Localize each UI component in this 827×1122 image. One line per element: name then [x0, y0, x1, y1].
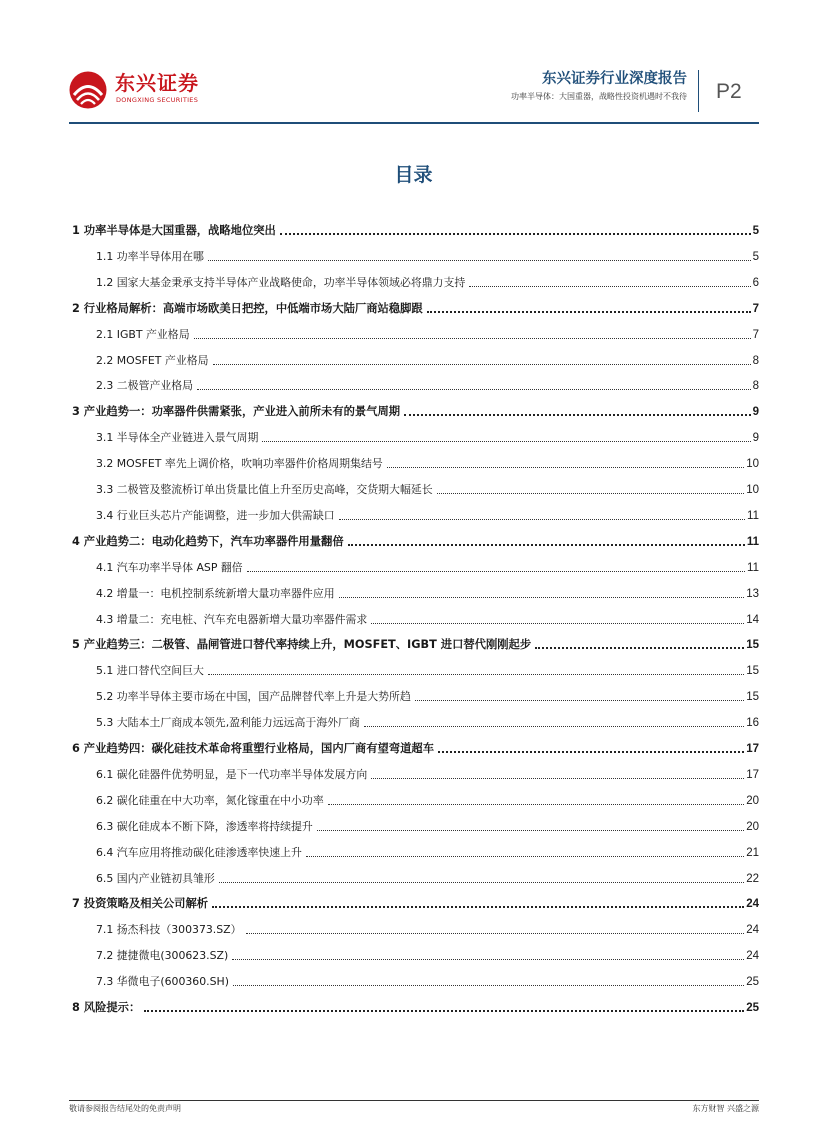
toc-leader-dots	[197, 388, 751, 390]
toc-leader-dots	[339, 596, 745, 598]
toc-leader-dots	[232, 958, 744, 960]
toc-leader-dots	[246, 932, 745, 934]
toc-chapter-entry[interactable]	[72, 395, 759, 419]
toc-entry-label: 1.1 功率半导体用在哪	[96, 249, 204, 263]
toc-entry-label: 7.3 华微电子(600360.SH)	[96, 975, 229, 989]
toc-entry-label: 5.3 大陆本土厂商成本领先,盈利能力远远高于海外厂商	[96, 716, 360, 730]
toc-leader-dots	[212, 905, 744, 908]
toc-entry-page: 10	[746, 458, 759, 471]
toc-entry-page: 5	[752, 225, 759, 237]
toc-entry-page: 25	[746, 976, 759, 989]
toc-entry-page: 24	[746, 950, 759, 963]
toc-section-entry[interactable]	[96, 654, 759, 678]
toc-entry-page: 10	[746, 484, 759, 496]
toc-leader-dots	[144, 1009, 744, 1012]
toc-title: 目录	[394, 164, 433, 186]
page-number: P2	[716, 80, 742, 103]
toc-leader-dots	[219, 881, 744, 883]
toc-entry-label: 3.4 行业巨头芯片产能调整，进一步加大供需缺口	[96, 508, 335, 522]
toc-section-entry[interactable]	[96, 551, 759, 575]
toc-leader-dots	[364, 725, 744, 727]
toc-entry-page: 14	[746, 613, 759, 626]
toc-entry-page: 15	[746, 691, 759, 704]
toc-entry-label: 3.2 MOSFET 率先上调价格，吹响功率器件价格周期集结号	[96, 457, 383, 471]
toc-section-entry[interactable]	[96, 862, 759, 886]
toc-leader-dots	[213, 363, 751, 365]
toc-entry-page: 7	[752, 302, 759, 315]
toc-leader-dots	[371, 622, 744, 624]
header-rule	[69, 122, 759, 124]
toc-entry-label: 4.2 增量一：电机控制系统新增大量功率器件应用	[96, 586, 335, 600]
toc-leader-dots	[387, 466, 744, 468]
toc-leader-dots	[404, 413, 750, 416]
toc-leader-dots	[262, 440, 750, 442]
header-divider	[698, 70, 699, 112]
toc-leader-dots	[348, 543, 745, 546]
toc-leader-dots	[371, 777, 744, 779]
dongxing-logo-icon	[68, 70, 108, 110]
toc-entry-page: 20	[746, 820, 759, 833]
toc-entry-label: 2.1 IGBT 产业格局	[96, 327, 190, 341]
toc-entry-page: 20	[746, 794, 759, 807]
toc-leader-dots	[469, 285, 750, 287]
toc-leader-dots	[339, 518, 745, 520]
toc-entry-label: 7 投资策略及相关公司解析	[72, 897, 209, 911]
toc-leader-dots	[208, 259, 751, 261]
toc-section-entry[interactable]	[96, 836, 759, 860]
toc-entry-page: 16	[746, 717, 759, 730]
toc-section-entry[interactable]	[96, 758, 759, 782]
toc-leader-dots	[306, 855, 744, 857]
toc-leader-dots	[208, 673, 744, 675]
toc-leader-dots	[328, 803, 744, 805]
toc-entry-label: 7.1 扬杰科技（300373.SZ）	[96, 923, 242, 937]
toc-entry-label: 5 产业趋势三：二极管、晶闸管进口替代率持续上升，MOSFET、IGBT 进口替代刚刚起步	[72, 638, 532, 652]
toc-entry-label: 4 产业趋势二：电动化趋势下，汽车功率器件用量翻倍	[72, 534, 344, 548]
report-title: 东兴证券行业深度报告	[542, 71, 687, 87]
toc-section-entry[interactable]	[96, 473, 759, 497]
toc-section-entry[interactable]	[96, 240, 759, 264]
toc-entry-label: 4.1 汽车功率半导体 ASP 翻倍	[96, 560, 243, 574]
toc-entry-label: 6.4 汽车应用将推动碳化硅渗透率快速上升	[96, 845, 302, 859]
toc-entry-label: 7.2 捷捷微电(300623.SZ)	[96, 949, 229, 963]
toc-leader-dots	[247, 570, 745, 572]
toc-section-entry[interactable]	[96, 965, 759, 989]
toc-entry-page: 17	[746, 743, 759, 755]
toc-entry-page: 15	[746, 665, 759, 678]
toc-entry-label: 2.2 MOSFET 产业格局	[96, 353, 209, 367]
toc-chapter-entry[interactable]	[72, 991, 759, 1015]
toc-section-entry[interactable]	[96, 344, 759, 368]
brand-name: 东兴证券	[115, 71, 199, 95]
toc-entry-page: 11	[747, 561, 759, 574]
toc-leader-dots	[194, 337, 751, 339]
toc-section-entry[interactable]	[96, 369, 759, 393]
toc-entry-label: 6.1 碳化硅器件优势明显，是下一代功率半导体发展方向	[96, 767, 368, 781]
toc-entry-page: 8	[752, 380, 759, 393]
toc-section-entry[interactable]	[96, 939, 759, 963]
toc-chapter-entry[interactable]	[72, 214, 759, 238]
toc-section-entry[interactable]	[96, 318, 759, 342]
toc-leader-dots	[280, 232, 751, 235]
toc-entry-label: 6.2 碳化硅重在中大功率，氮化镓重在中小功率	[96, 793, 324, 807]
toc-entry-label: 2 行业格局解析：高端市场欧美日把控，中低端市场大陆厂商站稳脚跟	[72, 301, 423, 315]
toc-entry-page: 17	[746, 768, 759, 781]
toc-entry-label: 5.2 功率半导体主要市场在中国，国产品牌替代率上升是大势所趋	[96, 690, 411, 704]
toc-entry-label: 4.3 增量二：充电桩、汽车充电器新增大量功率器件需求	[96, 612, 368, 626]
toc-leader-dots	[415, 699, 744, 701]
toc-section-entry[interactable]	[96, 447, 759, 471]
toc-leader-dots	[233, 984, 744, 986]
toc-entry-label: 6.3 碳化硅成本不断下降，渗透率将持续提升	[96, 819, 313, 833]
toc-entry-page: 9	[752, 432, 759, 445]
toc-entry-label: 1.2 国家大基金秉承支持半导体产业战略使命，功率半导体领域必将鼎力支持	[96, 275, 466, 289]
toc-section-entry[interactable]	[96, 603, 759, 627]
toc-leader-dots	[438, 750, 744, 753]
toc-entry-page: 15	[746, 639, 759, 652]
toc-entry-page: 22	[746, 872, 759, 885]
toc-entry-label: 6.5 国内产业链初具雏形	[96, 871, 215, 885]
toc-leader-dots	[317, 829, 744, 831]
toc-entry-label: 6 产业趋势四：碳化硅技术革命将重塑行业格局，国内厂商有望弯道超车	[72, 742, 434, 755]
toc-section-entry[interactable]	[96, 266, 759, 290]
toc-entry-page: 11	[747, 509, 759, 522]
toc-section-entry[interactable]	[96, 577, 759, 601]
toc-entry-page: 11	[746, 535, 759, 548]
footer-rule	[69, 1100, 759, 1101]
toc-entry-label: 1 功率半导体是大国重器，战略地位突出	[72, 224, 276, 237]
toc-chapter-entry[interactable]	[72, 628, 759, 652]
toc-entry-page: 24	[746, 924, 759, 937]
toc-entry-page: 5	[752, 250, 759, 263]
toc-section-entry[interactable]	[96, 810, 759, 834]
toc-leader-dots	[535, 646, 744, 649]
toc-entry-label: 3 产业趋势一：功率器件供需紧张，产业进入前所未有的景气周期	[72, 405, 401, 419]
toc-entry-page: 7	[752, 328, 759, 341]
toc-chapter-entry[interactable]	[72, 525, 759, 549]
toc-entry-label: 3.3 二极管及整流桥订单出货量比值上升至历史高峰，交货期大幅延长	[96, 483, 433, 496]
toc-entry-page: 9	[752, 406, 759, 419]
toc-chapter-entry[interactable]	[72, 732, 759, 756]
toc-section-entry[interactable]	[96, 706, 759, 730]
toc-section-entry[interactable]	[96, 913, 759, 937]
toc-entry-label: 8 风险提示：	[72, 1001, 141, 1014]
page-header	[0, 0, 827, 126]
toc-entry-label: 2.3 二极管产业格局	[96, 379, 194, 393]
toc-entry-label: 5.1 进口替代空间巨大	[96, 664, 204, 678]
toc-entry-page: 25	[746, 1002, 759, 1014]
report-subtitle: 功率半导体：大国重器，战略性投资机遇时不我待	[511, 92, 687, 101]
footer-disclaimer: 敬请参阅报告结尾处的免责声明	[69, 1104, 181, 1113]
toc-section-entry[interactable]	[96, 499, 759, 523]
toc-chapter-entry[interactable]	[72, 887, 759, 911]
toc-leader-dots	[427, 310, 751, 313]
toc-entry-page: 8	[752, 354, 759, 367]
toc-section-entry[interactable]	[96, 784, 759, 808]
brand-name-english: DONGXING SECURITIES	[116, 96, 199, 104]
toc-entry-label: 3.1 半导体全产业链进入景气周期	[96, 431, 259, 445]
toc-entry-page: 6	[752, 276, 759, 289]
toc-entry-page: 13	[746, 587, 759, 600]
toc-chapter-entry[interactable]	[72, 292, 759, 316]
toc-entry-page: 24	[746, 898, 759, 911]
toc-entry-page: 21	[746, 846, 759, 859]
toc-section-entry[interactable]	[96, 421, 759, 445]
footer-slogan: 东方财智 兴盛之源	[692, 1104, 759, 1113]
toc-leader-dots	[437, 492, 745, 494]
toc-section-entry[interactable]	[96, 680, 759, 704]
